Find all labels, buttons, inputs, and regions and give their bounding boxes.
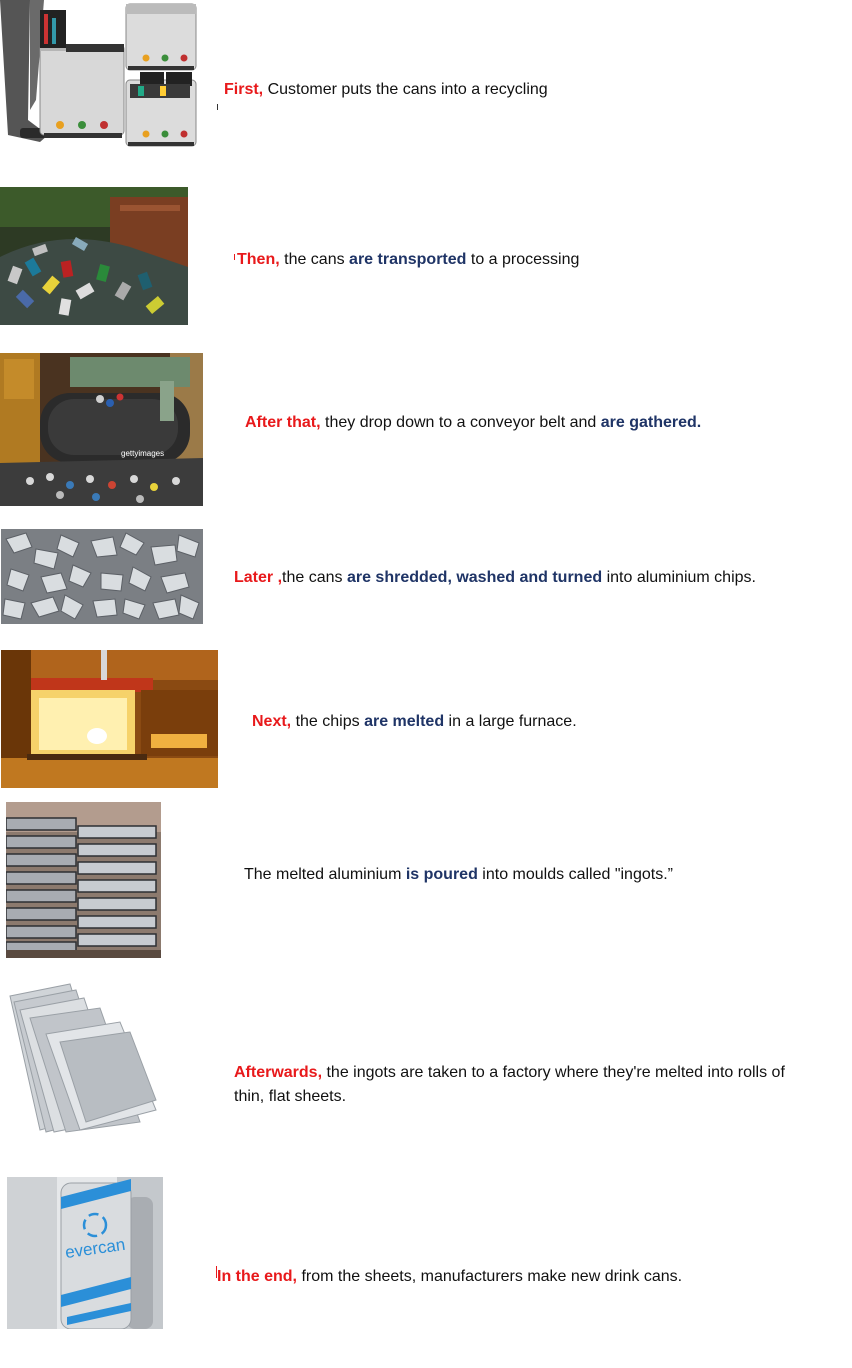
ingots-photo (6, 802, 161, 958)
text-cursor-mark (216, 1266, 217, 1278)
sequence-word: First, (224, 81, 264, 98)
recycling-bins-photo (0, 0, 199, 150)
passive-verb-phrase: are transported (349, 251, 467, 268)
step-text-run: The melted aluminium (244, 866, 406, 883)
aluminium-sheets-photo (0, 982, 160, 1134)
passive-verb-phrase: is poured (405, 866, 478, 883)
sequence-word: After that, (245, 414, 321, 431)
passive-verb-phrase: are shredded, washed and turned (346, 569, 603, 586)
passive-verb-phrase: are gathered. (600, 414, 702, 431)
conveyor-belt-photo (0, 353, 203, 506)
sequence-word: Next, (252, 713, 292, 730)
passive-verb-phrase: are melted (364, 713, 445, 730)
step-1-text (224, 78, 824, 102)
step-text-run: from the sheets, manufacturers make new drink cans. (297, 1268, 683, 1285)
sequence-word: In the end, (217, 1268, 297, 1285)
text-cursor-mark (234, 254, 235, 260)
evercan-logo: evercan (63, 1234, 127, 1263)
text-cursor-mark (217, 104, 218, 110)
step-2-text (237, 248, 817, 272)
step-4-text (234, 566, 834, 590)
sequence-word: Later , (234, 569, 283, 586)
step-text-run: to a processing (466, 251, 580, 268)
step-6-text (244, 863, 834, 887)
new-can-photo (7, 1177, 163, 1329)
aluminium-chips-photo (1, 529, 203, 624)
step-8-text (217, 1265, 817, 1289)
step-text-run: in a large furnace. (444, 713, 577, 730)
step-7-text (234, 1061, 804, 1109)
step-text-run: into moulds called "ingots.” (477, 866, 673, 883)
gettyimages-watermark: gettyimages (121, 449, 165, 458)
sequence-word: Afterwards, (234, 1064, 323, 1081)
can-pile-photo (0, 187, 188, 325)
step-3-text (245, 411, 835, 435)
step-5-text (252, 710, 832, 734)
furnace-photo (1, 650, 218, 788)
step-text-run: the cans (279, 251, 350, 268)
step-text-run: into aluminium chips. (602, 569, 756, 586)
step-text-run: the chips (291, 713, 365, 730)
step-text-run: they drop down to a conveyor belt and (320, 414, 601, 431)
step-text-run: the ingots are taken to a factory where they're melted into rolls of thin, flat sheets. (234, 1064, 785, 1105)
step-text-run: Customer puts the cans into a recycling (263, 81, 548, 98)
sequence-word: Then, (237, 251, 280, 268)
step-text-run: the cans (282, 569, 347, 586)
